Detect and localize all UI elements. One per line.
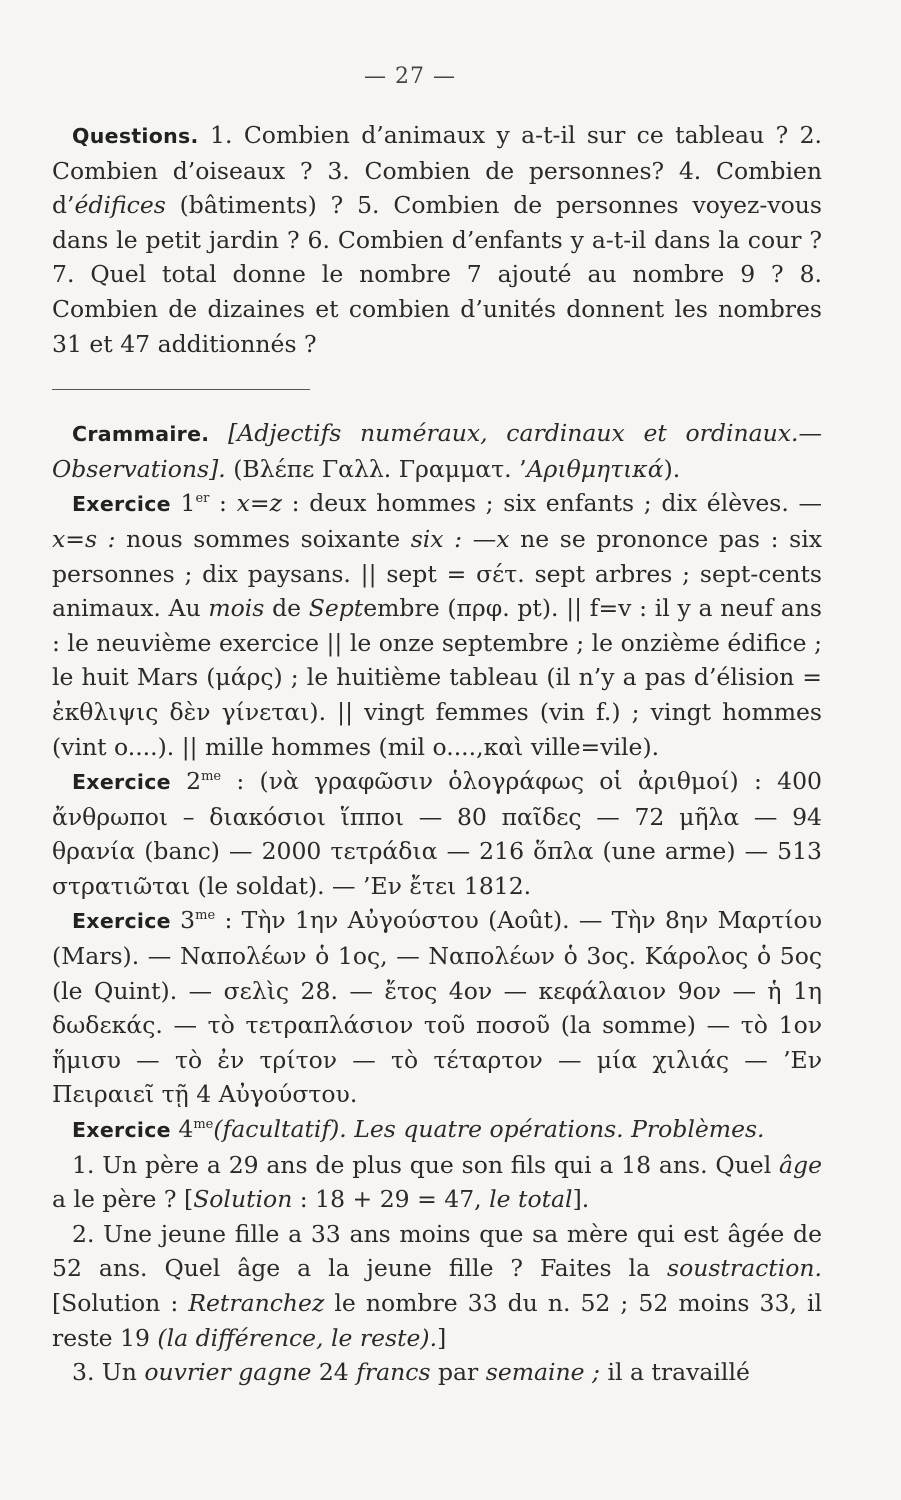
problem-3-text-b: 24	[311, 1358, 357, 1387]
exercice-1-text-e: ne se prononce pas : six personnes ; dix paysans. || sept = σέτ. sept arbres ; sept-cents animaux. Au	[52, 524, 822, 623]
problem-2	[52, 1217, 822, 1355]
problem-1-age: âge	[779, 1150, 822, 1179]
exercice-1-x-eq-z: x=z	[236, 489, 282, 518]
problem-3	[52, 1355, 822, 1390]
questions-edifices: édifices	[74, 191, 166, 220]
exercice-1-text-a: :	[209, 489, 237, 518]
problem-2-text-c: le nombre 33 du n. 52 ; 52 moins 33, il reste 19	[52, 1289, 822, 1352]
problem-2-text-a: 2. Une jeune fille a 33 ans moins que sa mère qui est âgée de 52 ans. Quel âge a la jeune fille ? Faites la	[52, 1219, 822, 1283]
exercice-4-label: Exercice	[72, 1118, 171, 1143]
exercice-1-x: x	[496, 524, 510, 553]
problem-1	[52, 1148, 822, 1217]
problem-3-francs: francs	[356, 1358, 431, 1387]
problem-3-ouvrier: ouvrier gagne	[144, 1358, 312, 1387]
grammaire-paragraph	[52, 416, 822, 486]
exercice-4-sup: me	[193, 1117, 214, 1133]
exercice-3	[52, 903, 822, 1112]
exercice-2-text: : (νὰ γραφῶσιν ὁλογράφως οἱ ἀριθμοί) : 400 ἄνθρωποι – διακόσιοι ἵπποι — 80 παῖδες — 72 μῆλα — 94 θρανία (banc) — 2000 τετράδια — 216 ὅπλα (une arme) — 513 στρατιῶται (le soldat). — ’Εν ἔτει 1812.	[52, 767, 822, 900]
problem-1-text-b: a le père ? [	[52, 1185, 194, 1214]
grammaire-title: [Adjectifs numéraux, cardinaux et ordinaux.—Observations].	[52, 419, 822, 483]
questions-heading: Questions.	[72, 124, 199, 148]
exercice-3-num: 3	[180, 906, 196, 935]
exercice-1-text-b: : deux hommes ; six enfants ; dix élèves. —	[281, 489, 822, 518]
exercice-3-label: Exercice	[72, 909, 171, 934]
page-text	[52, 118, 822, 1390]
section-divider	[52, 389, 310, 390]
problem-2-retranchez: Retranchez	[188, 1289, 325, 1317]
exercice-1-six: six :	[410, 524, 463, 553]
exercice-1-num: 1	[180, 489, 196, 518]
exercice-3-text: : Τὴν 1ην Αὐγούστου (Août). — Τὴν 8ην Μαρτίου (Mars). — Ναπολέων ὁ 1ος, — Ναπολέων ὁ 3ος. Κάρολος ὁ 5ος (le Quint). — σελὶς 28. — ἔτος 4ον — κεφάλαιον 9ον — ἡ 1η δωδεκάς. — τὸ τετραπλάσιον τοῦ ποσοῦ (la somme) — τὸ 1ον ἥμισυ — τὸ ἐν τρίτον — τὸ τέταρτον — μία χιλιάς — ’Εν Πειραιεῖ τῇ 4 Αὐγούστου.	[52, 906, 822, 1109]
exercice-4-title: (facultatif). Les quatre opérations. Problèmes.	[213, 1115, 765, 1144]
problem-1-text-d: ].	[572, 1185, 590, 1214]
problem-1-text-c: : 18 + 29 = 47,	[292, 1185, 490, 1214]
exercice-1-v: v	[140, 628, 154, 657]
problem-2-text-b: [Solution :	[52, 1289, 189, 1317]
problem-3-text-a: 3. Un	[72, 1358, 145, 1387]
problem-1-total: le total	[489, 1185, 573, 1214]
grammaire-ref-end: ).	[663, 454, 681, 483]
exercice-3-sup: me	[195, 908, 216, 924]
page-number: — 27 —	[364, 64, 456, 89]
exercice-1-text-d: —	[462, 524, 497, 553]
exercice-2	[52, 764, 822, 903]
exercice-1-sept: Sept	[308, 594, 364, 623]
exercice-2-num: 2	[186, 767, 202, 796]
problem-3-text-c: par	[430, 1358, 486, 1387]
exercice-2-label: Exercice	[72, 770, 171, 795]
problem-1-text-a: 1. Un père a 29 ans de plus que son fils qui a 18 ans. Quel	[72, 1150, 780, 1179]
problem-2-soustraction: soustraction.	[667, 1254, 822, 1283]
exercice-1-label: Exercice	[72, 492, 171, 517]
exercice-1-x-eq-s: x=s :	[52, 524, 116, 553]
exercice-1-text-g: embre (πρφ. pt). || f=v : il y a neuf ans : le neu	[52, 594, 822, 657]
questions-text-2: (bâtiments) ? 5. Combien de personnes voyez-vous dans le petit jardin ? 6. Combien d’enfants y a-t-il dans la cour ? 7. Quel total donne le nombre 7 ajouté au nombre 9 ? 8. Combien de dizaines et combien d’unités donnent les nombres 31 et 47 additionnés ?	[52, 191, 822, 358]
exercice-1-text-c: nous sommes soixante	[115, 524, 411, 553]
exercice-1	[52, 486, 822, 764]
problem-3-text-d: il a travaillé	[599, 1358, 750, 1387]
exercice-1-text-h: ième exercice || le onze septembre ; le onzième édifice ; le huit Mars (μάρς) ; le huitième tableau (il n’y a pas d’élision = ἐκθλιψις δὲν γίνεται). || vingt femmes (vin f.) ; vingt hommes (vint o....). || mille hommes (mil o....,καὶ ville=vile).	[52, 628, 822, 761]
exercice-2-sup: me	[201, 769, 222, 785]
exercice-4-num: 4	[178, 1115, 194, 1144]
problem-2-text-d: ]	[437, 1323, 447, 1352]
questions-paragraph	[52, 118, 822, 361]
exercice-4	[52, 1112, 822, 1148]
questions-text: 1. Combien d’animaux y a-t-il sur ce tableau ? 2. Combien d’oiseaux ? 3. Combien de personnes? 4. Combien d’	[52, 121, 822, 220]
problem-2-difference: (la différence, le reste).	[157, 1323, 438, 1352]
exercice-1-sup: er	[195, 491, 210, 507]
grammaire-ref: (Βλέπε Γαλλ. Γραμματ. ’	[233, 454, 527, 483]
exercice-1-mois: mois	[208, 594, 265, 623]
problem-3-semaine: semaine ;	[485, 1358, 600, 1387]
grammaire-heading: Crammaire.	[72, 422, 210, 447]
exercice-1-text-f: de	[264, 594, 309, 623]
problem-1-solution: Solution	[193, 1185, 293, 1214]
grammaire-ref-italic: Αριθμητικά	[526, 454, 664, 483]
